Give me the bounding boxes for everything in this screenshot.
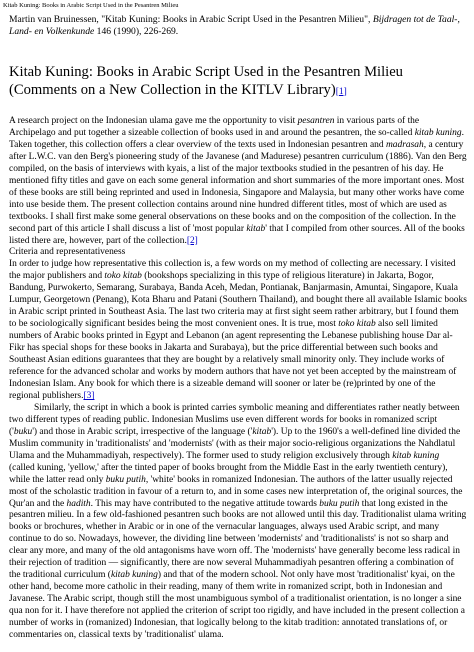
text-run: (bookshops specializing in this type of religious literature) in Jakarta, Bogor, Bandung, Purwokerto, Semarang, Surabaya, Banda Aceh, Medan, Pontianak, Banjarmasin, Amuntai, Singapore, Kuala Lumpur, Georgetown (Penang), Kota Bharu and Patani (Southern Thailand), and bought there all available Islamic books in Arabic script printed in Southeast Asia. The last two criteria may at first sight seem rather arbitrary, but I found them to be sociologically significant besides being the most convenient ones. It is true, most <box>9 271 467 330</box>
text-run: ' that I compiled from other sources. All of the books listed there are, however, part of the collection. <box>9 223 465 246</box>
article-body <box>9 116 467 642</box>
text-run: that long existed in the pesantren milieu. In a few old-fashioned pesantren such books are not allowed until this day. Traditionalist ulama writing books or brochures, whether in Arabic or in one of the vernacular languages, always used Arabic script, and many continue to do so. Nowadays, however, the dividing line between 'modernists' and 'traditionalists' is not so sharp and clear any more, and many of the old antagonisms have worn off. The 'modernists' have generally become less radical in their rejection of tradition — significantly, there are now several Muhammadiyah pesantren offering a combination of the traditional curriculum ( <box>9 498 467 581</box>
text-run-italic: kitab kuning <box>414 127 462 138</box>
footnote-link-1[interactable]: [1] <box>335 86 347 97</box>
text-run-italic: kitab <box>252 426 272 437</box>
title-line-2: (Comments on a New Collection in the KITLV Library) <box>9 81 336 98</box>
text-run-italic: buku putih <box>319 498 360 509</box>
text-run-italic: hadith <box>66 498 91 509</box>
text-run: , a century after L.W.C. van den Berg's pioneering study of the Javanese (and Madurese) pesantren curriculum (1886). Van den Berg compiled, on the basis of interviews with kyais, a list of the major textbooks studied in the pesantren of his day. He mentioned fifty titles and gave on each some general information and short summaries of the more important ones. Most of these books are still being reprinted and used in Indonesia, Singapore and Malaysia, but many other works have come into use beside them. The present collection contains around nine hundred different titles, most of which are used as textbooks. I shall first make some general observations on these books and on the composition of the collection. In the second part of this article I shall discuss a list of 'most popular <box>9 139 467 234</box>
text-run: In order to judge how representative this collection is, a few words on my method of collecting are necessary. I visited the major publishers and <box>9 259 456 282</box>
text-run: '). Up to the 1960's a well-defined line divided the Muslim community in 'traditionalists' and 'modernists' (with as their major socio-religious organizations the Nahdlatul Ulama and the Muhammadiyah, respectively). The former used to study religion exclusively through <box>9 426 461 461</box>
text-run: , 'white' books in romanized Indonesian. The authors of the latter usually rejected most of the scholastic tradition in favour of a return to, and in some cases new interpretation of, the original sources, the Qur'an and the <box>9 474 463 509</box>
citation <box>9 14 467 38</box>
footnote-link-2[interactable]: [2] <box>186 235 198 246</box>
text-run-italic: pesantren <box>297 116 335 126</box>
text-run-italic: kitab <box>246 223 266 234</box>
text-run: (called kuning, 'yellow,' after the tinted paper of books brought from the Middle East in the early twentieth century), while the latter read only <box>9 462 448 485</box>
text-run: . Taken together, this collection offers a clear overview of the texts used in Indonesian pesantren and <box>9 127 464 150</box>
text-run-italic: madrasah <box>385 139 424 150</box>
text-run: A research project on the Indonesian ulama gave me the opportunity to visit <box>9 116 298 126</box>
text-run: Similarly, the script in which a book is printed carries symbolic meaning and differentiates rather neatly between two different types of reading public. Indonesian Muslims use even different words for books in romanized script (' <box>9 402 460 437</box>
citation-author-title: Martin van Bruinessen, "Kitab Kuning: Books in Arabic Script Used in the Pesantren Milieu", <box>9 14 373 25</box>
citation-journal: Bijdragen tot de Taal-, Land- en Volkenkunde <box>9 14 460 38</box>
text-run-italic: kitab kuning <box>110 570 158 581</box>
paragraph-criteria <box>9 259 467 402</box>
section-heading: Criteria and representativeness <box>9 247 126 258</box>
text-run-italic: toko kitab <box>104 271 142 282</box>
paragraph-script <box>9 403 467 642</box>
text-run: ') and those in Arabic script, irrespective of the language (' <box>32 426 253 437</box>
text-run: ) and that of the modern school. Not only have most 'traditionalist' kyai, on the other hand, become more catholic in their reading, many of them write in romanized script, both in Indonesian and Javanese. The Arabic script, though still the most unambiguous symbol of a traditionalist orientation, is no longer a sine qua non for it. I have therefore not applied the criterion of script too rigidly, and have included in the present collection a number of works in (romanized) Indonesian, that logically belong to the kitab tradition: annotated translations of, or commentaries on, classical texts by 'traditionalist' ulama. <box>9 570 465 640</box>
text-run: also sell limited numbers of Arabic books printed in Egypt and Lebanon (an agent representing the Lebanese publishing house Dar al-Fikr has special shops for these books in Jakarta and Surabaya), but the price differential between such books and Southeast Asian editions guarantees that they are bought by a relatively small minority only. They include works of reference for the advanced scholar and works by modern authors that have not yet been accepted by the mainstream of Indonesian Islam. Any book for which there is a sizeable demand will sooner or later be (re)printed by one of the regional publishers. <box>9 319 457 401</box>
running-header: Kitab Kuning: Books in Arabic Script Used in the Pesantren Milieu <box>3 2 179 9</box>
footnote-link-3[interactable]: [3] <box>83 390 95 401</box>
text-run: in various parts of the Archipelago and put together a sizeable collection of books used in and around the pesantren, the so-called <box>9 116 420 138</box>
text-run-italic: kitab kuning <box>392 450 440 461</box>
title-line-1: Kitab Kuning: Books in Arabic Script Used in the Pesantren Milieu <box>9 64 403 80</box>
text-run-italic: toko kitab <box>338 319 376 330</box>
text-run: . This may have contributed to the negative attitude towards <box>90 498 320 509</box>
text-run-italic: buku <box>13 426 33 437</box>
article-title <box>9 64 469 101</box>
paragraph-intro <box>9 116 467 247</box>
citation-details: 146 (1990), 226-269. <box>94 26 179 38</box>
text-run-italic: buku putih <box>105 474 146 485</box>
